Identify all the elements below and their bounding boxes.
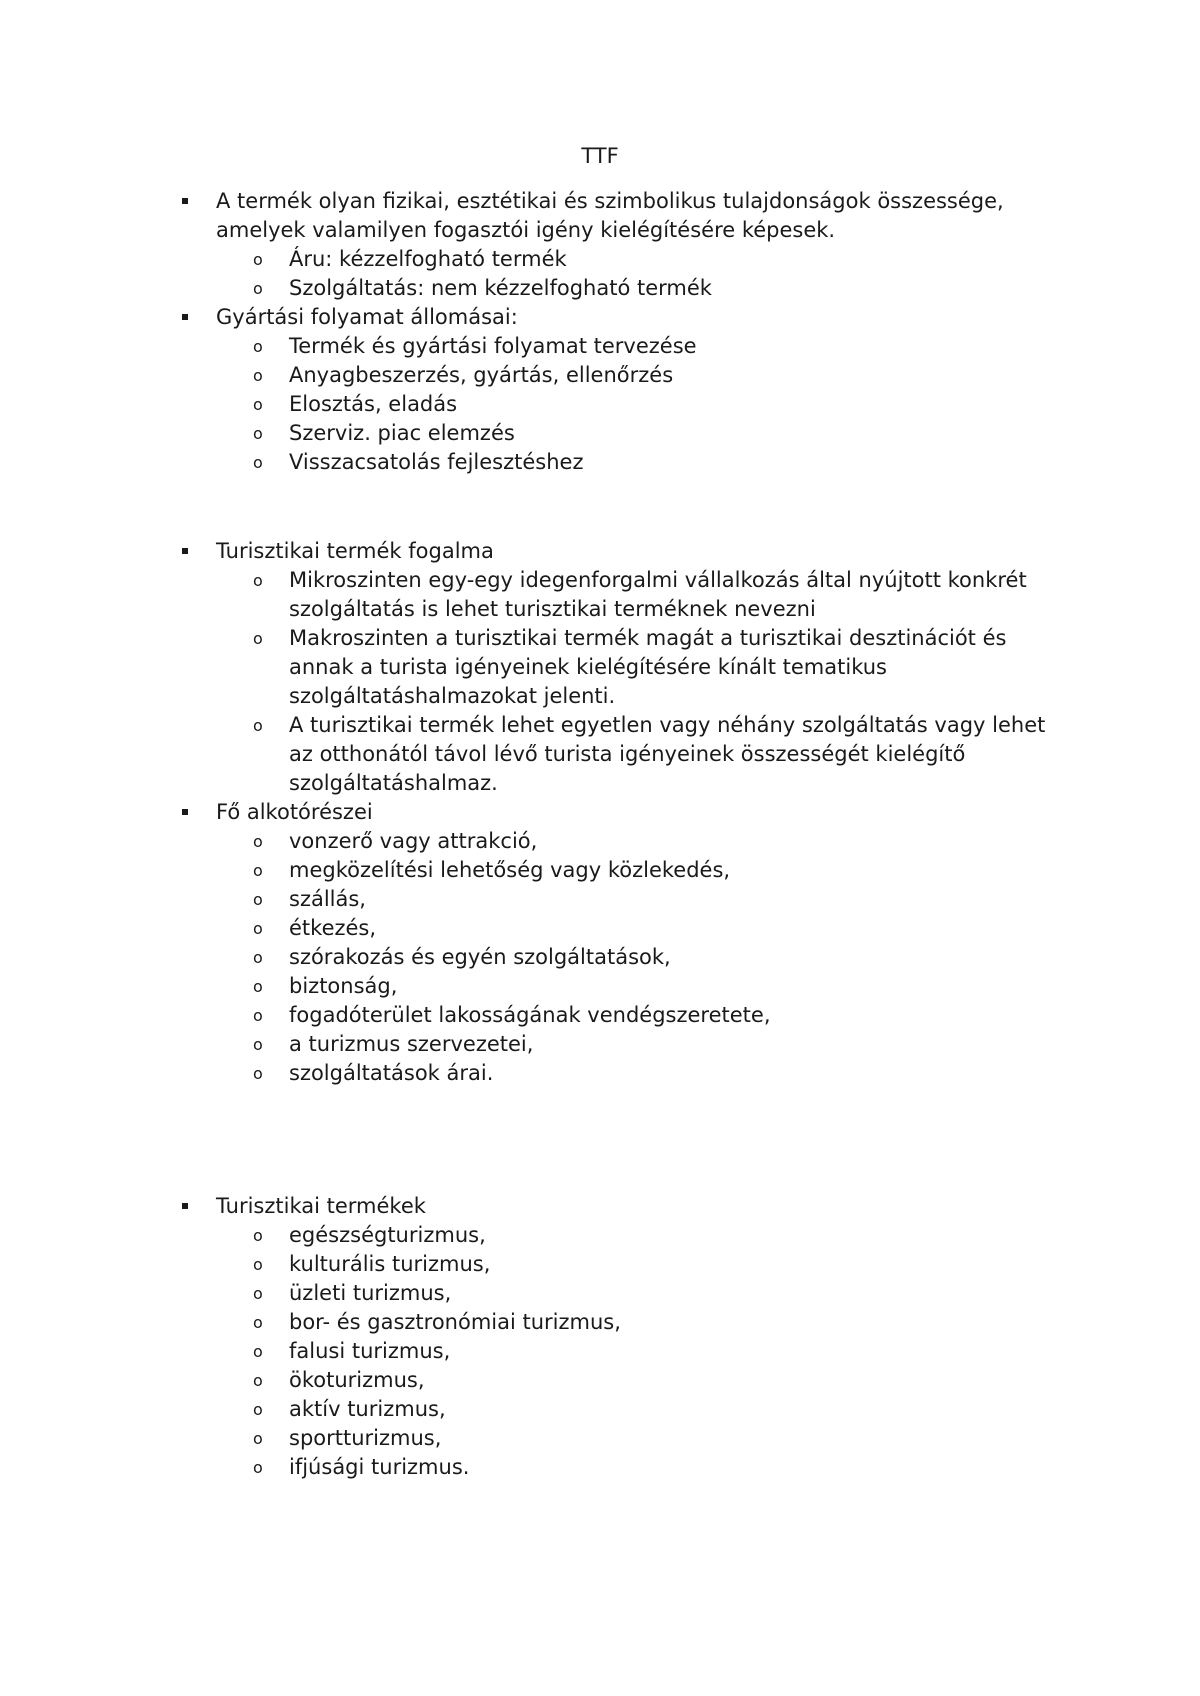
circle-bullet-icon: o <box>253 1006 263 1025</box>
sub-list-item: o megközelítési lehetőség vagy közlekedés, <box>0 856 1059 885</box>
circle-bullet-icon: o <box>253 1400 263 1419</box>
square-bullet-icon <box>182 314 188 320</box>
sub-list-item: o ifjúsági turizmus. <box>0 1453 1059 1482</box>
circle-bullet-icon: o <box>253 1284 263 1303</box>
circle-bullet-icon: o <box>253 890 263 909</box>
sub-list-item: o kulturális turizmus, <box>0 1250 1059 1279</box>
square-bullet-icon <box>182 548 188 554</box>
sub-list-item: o biztonság, <box>0 972 1059 1001</box>
square-bullet-icon <box>182 1203 188 1209</box>
sub-list-item: o A turisztikai termék lehet egyetlen vagy néhány szolgáltatás vagy lehet az otthonától távol lévő turista igényeinek összességét kielégítő szolgáltatáshalmaz. <box>253 713 1046 795</box>
section-production-stages <box>0 303 1200 477</box>
sub-list-item: o Visszacsatolás fejlesztéshez <box>0 448 1059 477</box>
circle-bullet-icon: o <box>253 337 263 356</box>
circle-bullet-icon: o <box>253 1255 263 1274</box>
circle-bullet-icon: o <box>253 1342 263 1361</box>
sub-list-item: o étkezés, <box>0 914 1059 943</box>
sub-list-item: o Szerviz. piac elemzés <box>0 419 1059 448</box>
circle-bullet-icon: o <box>253 629 263 648</box>
list-item: A termék olyan fizikai, esztétikai és szimbolikus tulajdonságok összessége, amelyek valamilyen fogasztói igény kielégítésére képesek. <box>0 187 1058 245</box>
sub-list-item: o a turizmus szervezetei, <box>0 1030 1059 1059</box>
sub-list-item: o Termék és gyártási folyamat tervezése <box>0 332 1059 361</box>
sub-list-item: o bor- és gasztronómiai turizmus, <box>0 1308 1059 1337</box>
sub-list-item: o ökoturizmus, <box>0 1366 1059 1395</box>
sub-list-item: o aktív turizmus, <box>0 1395 1059 1424</box>
circle-bullet-icon: o <box>253 1313 263 1332</box>
list-item: Fő alkotórészei <box>0 798 1058 827</box>
sub-list-item: o fogadóterület lakosságának vendégszeretete, <box>0 1001 1059 1030</box>
circle-bullet-icon: o <box>253 977 263 996</box>
square-bullet-icon <box>182 809 188 815</box>
sub-list-item: o falusi turizmus, <box>0 1337 1059 1366</box>
sub-list-item: o vonzerő vagy attrakció, <box>0 827 1059 856</box>
section-product-definition <box>0 187 1200 303</box>
circle-bullet-icon: o <box>253 453 263 472</box>
circle-bullet-icon: o <box>253 1226 263 1245</box>
circle-bullet-icon: o <box>253 861 263 880</box>
sub-list-item: o Áru: kézzelfogható termék <box>0 245 1059 274</box>
square-bullet-icon <box>182 198 188 204</box>
sub-list-item: o egészségturizmus, <box>0 1221 1059 1250</box>
circle-bullet-icon: o <box>253 1035 263 1054</box>
circle-bullet-icon: o <box>253 832 263 851</box>
circle-bullet-icon: o <box>253 424 263 443</box>
sub-list-item: o Mikroszinten egy-egy idegenforgalmi vállalkozás által nyújtott konkrét szolgáltatás is lehet turisztikai terméknek nevezni <box>253 568 1027 621</box>
circle-bullet-icon: o <box>253 571 263 590</box>
circle-bullet-icon: o <box>253 716 263 735</box>
sub-list-item: o szállás, <box>0 885 1059 914</box>
circle-bullet-icon: o <box>253 250 263 269</box>
circle-bullet-icon: o <box>253 1429 263 1448</box>
list-item: Gyártási folyamat állomásai: <box>0 303 1058 332</box>
sub-list-item: o Anyagbeszerzés, gyártás, ellenőrzés <box>0 361 1059 390</box>
document-title: TTF <box>581 144 619 168</box>
section-tourism-product-concept <box>0 537 1200 1088</box>
circle-bullet-icon: o <box>253 1371 263 1390</box>
sub-list-item: o szolgáltatások árai. <box>0 1059 1059 1088</box>
sub-list-item: o sportturizmus, <box>0 1424 1059 1453</box>
circle-bullet-icon: o <box>253 395 263 414</box>
sub-list-item: o üzleti turizmus, <box>0 1279 1059 1308</box>
sub-list-item: o Elosztás, eladás <box>0 390 1059 419</box>
circle-bullet-icon: o <box>253 919 263 938</box>
circle-bullet-icon: o <box>253 1458 263 1477</box>
circle-bullet-icon: o <box>253 948 263 967</box>
section-tourism-products <box>0 1192 1200 1482</box>
circle-bullet-icon: o <box>253 279 263 298</box>
circle-bullet-icon: o <box>253 1064 263 1083</box>
circle-bullet-icon: o <box>253 366 263 385</box>
list-item: Turisztikai termékek <box>0 1192 1058 1221</box>
list-item: Turisztikai termék fogalma <box>0 537 1058 566</box>
sub-list-item: o Szolgáltatás: nem kézzelfogható termék <box>0 274 1059 303</box>
sub-list-item: o Makroszinten a turisztikai termék magát a turisztikai desztinációt és annak a turista igényeinek kielégítésére kínált tematikus szolgáltatáshalmazokat jelenti. <box>253 626 1007 708</box>
sub-list-item: o szórakozás és egyén szolgáltatások, <box>0 943 1059 972</box>
